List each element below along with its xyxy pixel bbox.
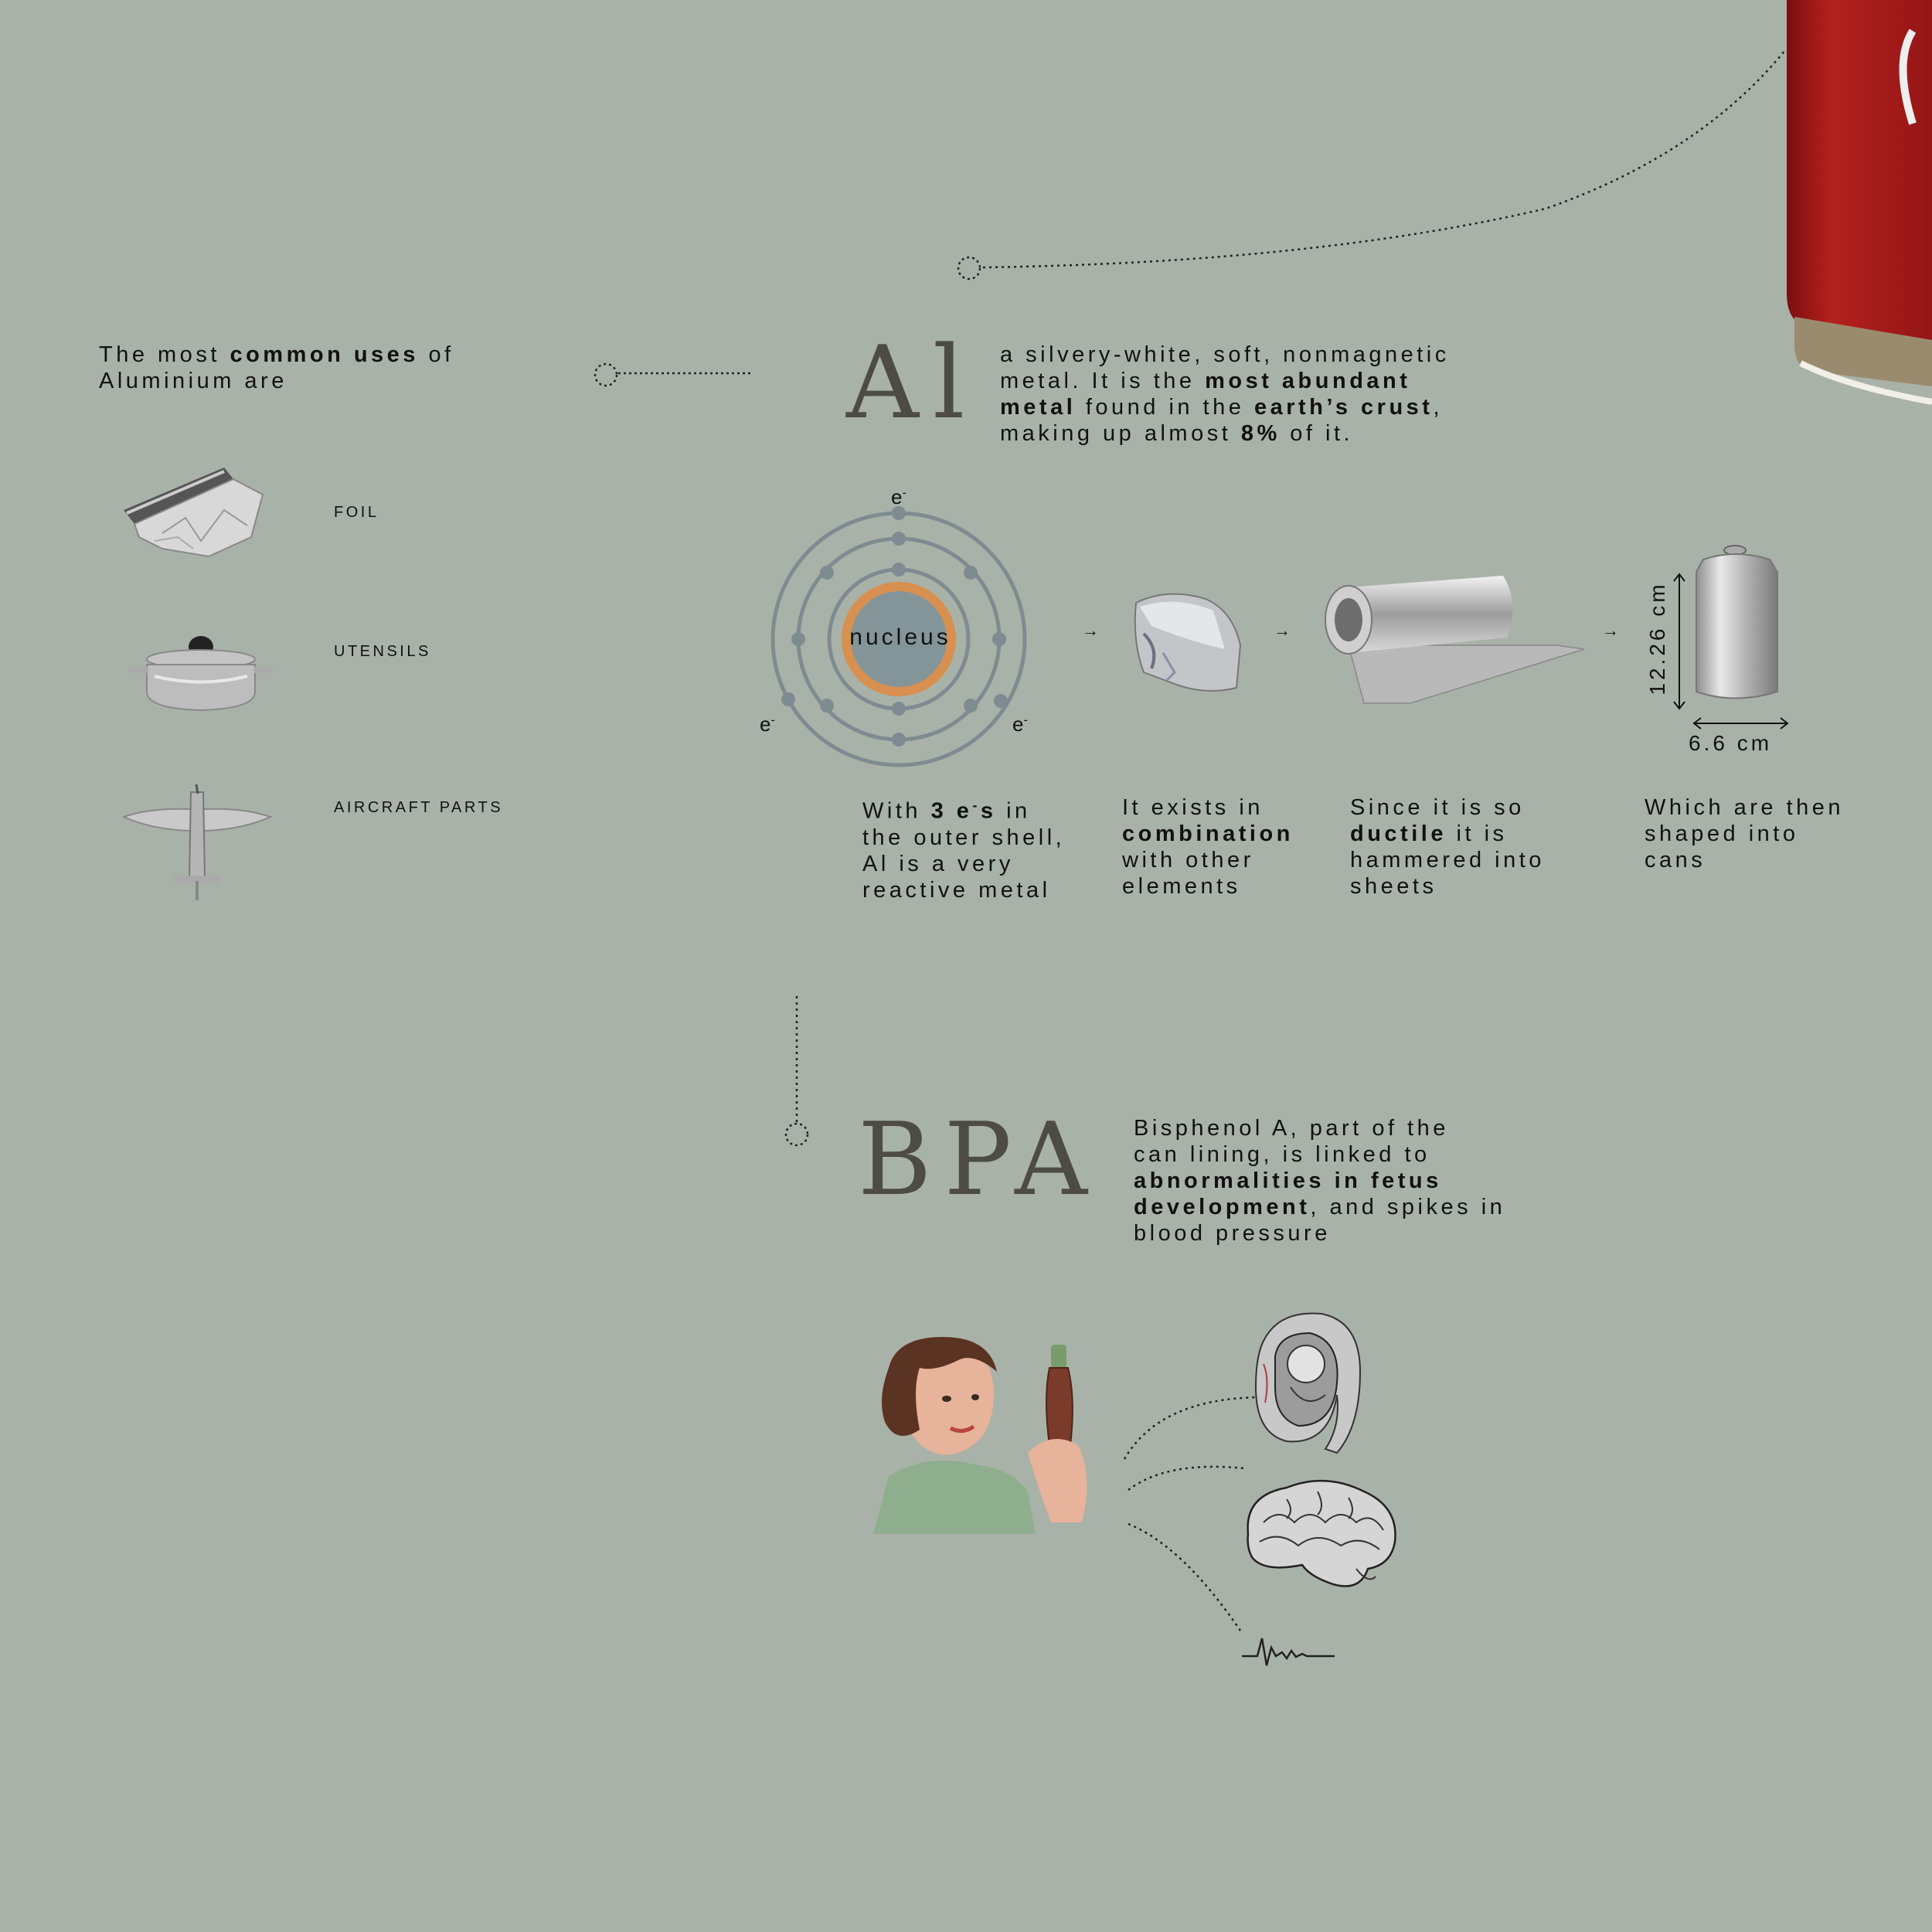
- al-symbol: Al: [846, 324, 979, 441]
- cup-connector-line: [0, 0, 1932, 309]
- arrow-1: →: [1082, 621, 1099, 640]
- al-description: a silvery-white, soft, nonmagnetic metal. It is the most abundant metal found in the earth’s crust, making up almost 8% of it.: [1000, 342, 1450, 446]
- uses-connector-line: [587, 363, 757, 386]
- use-item-utensils: UTENSILS: [334, 643, 431, 660]
- foil-roll-icon: [116, 464, 270, 564]
- nucleus-label: nucleus: [849, 624, 951, 650]
- arrow-2: →: [1274, 621, 1291, 640]
- electron-label-right: e-: [1012, 713, 1028, 736]
- aircraft-icon: [120, 784, 274, 904]
- aluminium-can-image: [1692, 541, 1793, 707]
- fetus-icon: [1248, 1310, 1364, 1461]
- electron-label-top: e-: [891, 485, 906, 509]
- brain-icon: [1240, 1476, 1403, 1592]
- step-caption-combination: It exists in combination with other elements: [1122, 795, 1294, 899]
- pot-icon: [124, 630, 278, 715]
- electron-label-left: e-: [760, 713, 775, 736]
- step-caption-ductile: Since it is so ductile it is hammered into sheets: [1350, 795, 1545, 899]
- can-width-label: 6.6 cm: [1689, 731, 1773, 755]
- use-item-foil: FOIL: [334, 504, 379, 521]
- step-caption-reactive: With 3 e-s in the outer shell, Al is a very reactive metal: [862, 798, 1066, 903]
- can-height-label: 12.26 cm: [1645, 581, 1669, 696]
- uses-intro: The most common uses of Aluminium are: [99, 342, 454, 393]
- use-item-aircraft-parts: AIRCRAFT PARTS: [334, 799, 504, 816]
- bpa-connector-line: [781, 993, 811, 1148]
- bpa-description: Bisphenol A, part of the can lining, is linked to abnormalities in fetus development, and spikes in blood pressure: [1134, 1116, 1506, 1246]
- aluminium-ore-image: [1128, 587, 1244, 696]
- woman-drinking-soda-illustration: [873, 1337, 1121, 1538]
- aluminium-sheet-roll-image: [1318, 572, 1584, 707]
- step-caption-cans: Which are then shaped into cans: [1645, 795, 1845, 872]
- blood-pressure-pulse-icon: [1240, 1631, 1337, 1669]
- arrow-3: →: [1602, 621, 1619, 640]
- bpa-symbol: BPA: [858, 1100, 1100, 1218]
- can-height-dimension-arrow: [1669, 572, 1692, 711]
